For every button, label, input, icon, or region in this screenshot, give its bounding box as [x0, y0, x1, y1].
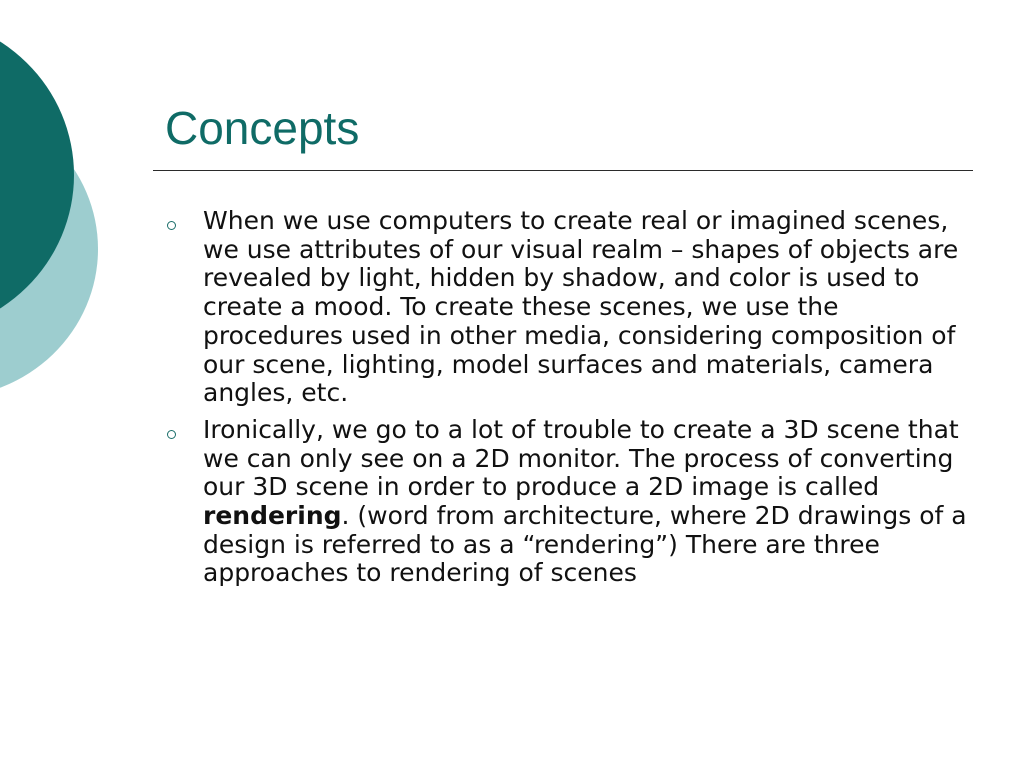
title-divider [153, 170, 973, 171]
bullet-text-2-before: Ironically, we go to a lot of trouble to create a 3D scene that we can only see on a 2D monitor. The process of converting our 3D scene in order to produce a 2D image is called [203, 414, 959, 502]
hollow-circle-bullet-icon [167, 430, 176, 439]
bullet-item-1 [165, 207, 975, 408]
slide-title: Concepts [165, 102, 360, 154]
hollow-circle-bullet-icon [167, 221, 176, 230]
bullet-item-2 [165, 416, 975, 588]
bullet-text-2-emphasis: rendering [203, 501, 342, 531]
bullet-text-1: When we use computers to create real or imagined scenes, we use attributes of our visual realm – shapes of objects are revealed by light, hidden by shadow, and color is used to create a mood. To create these scenes, we use the procedures used in other media, considering composition of our scene, lighting, model surfaces and materials, camera angles, etc. [203, 206, 959, 408]
bullet-text-2 [203, 416, 975, 588]
bullet-text-2-after: . (word from architecture, where 2D drawings of a design is referred to as a “rendering”) There are three approaches to rendering of scenes [203, 501, 967, 588]
bullet-list [165, 207, 975, 596]
